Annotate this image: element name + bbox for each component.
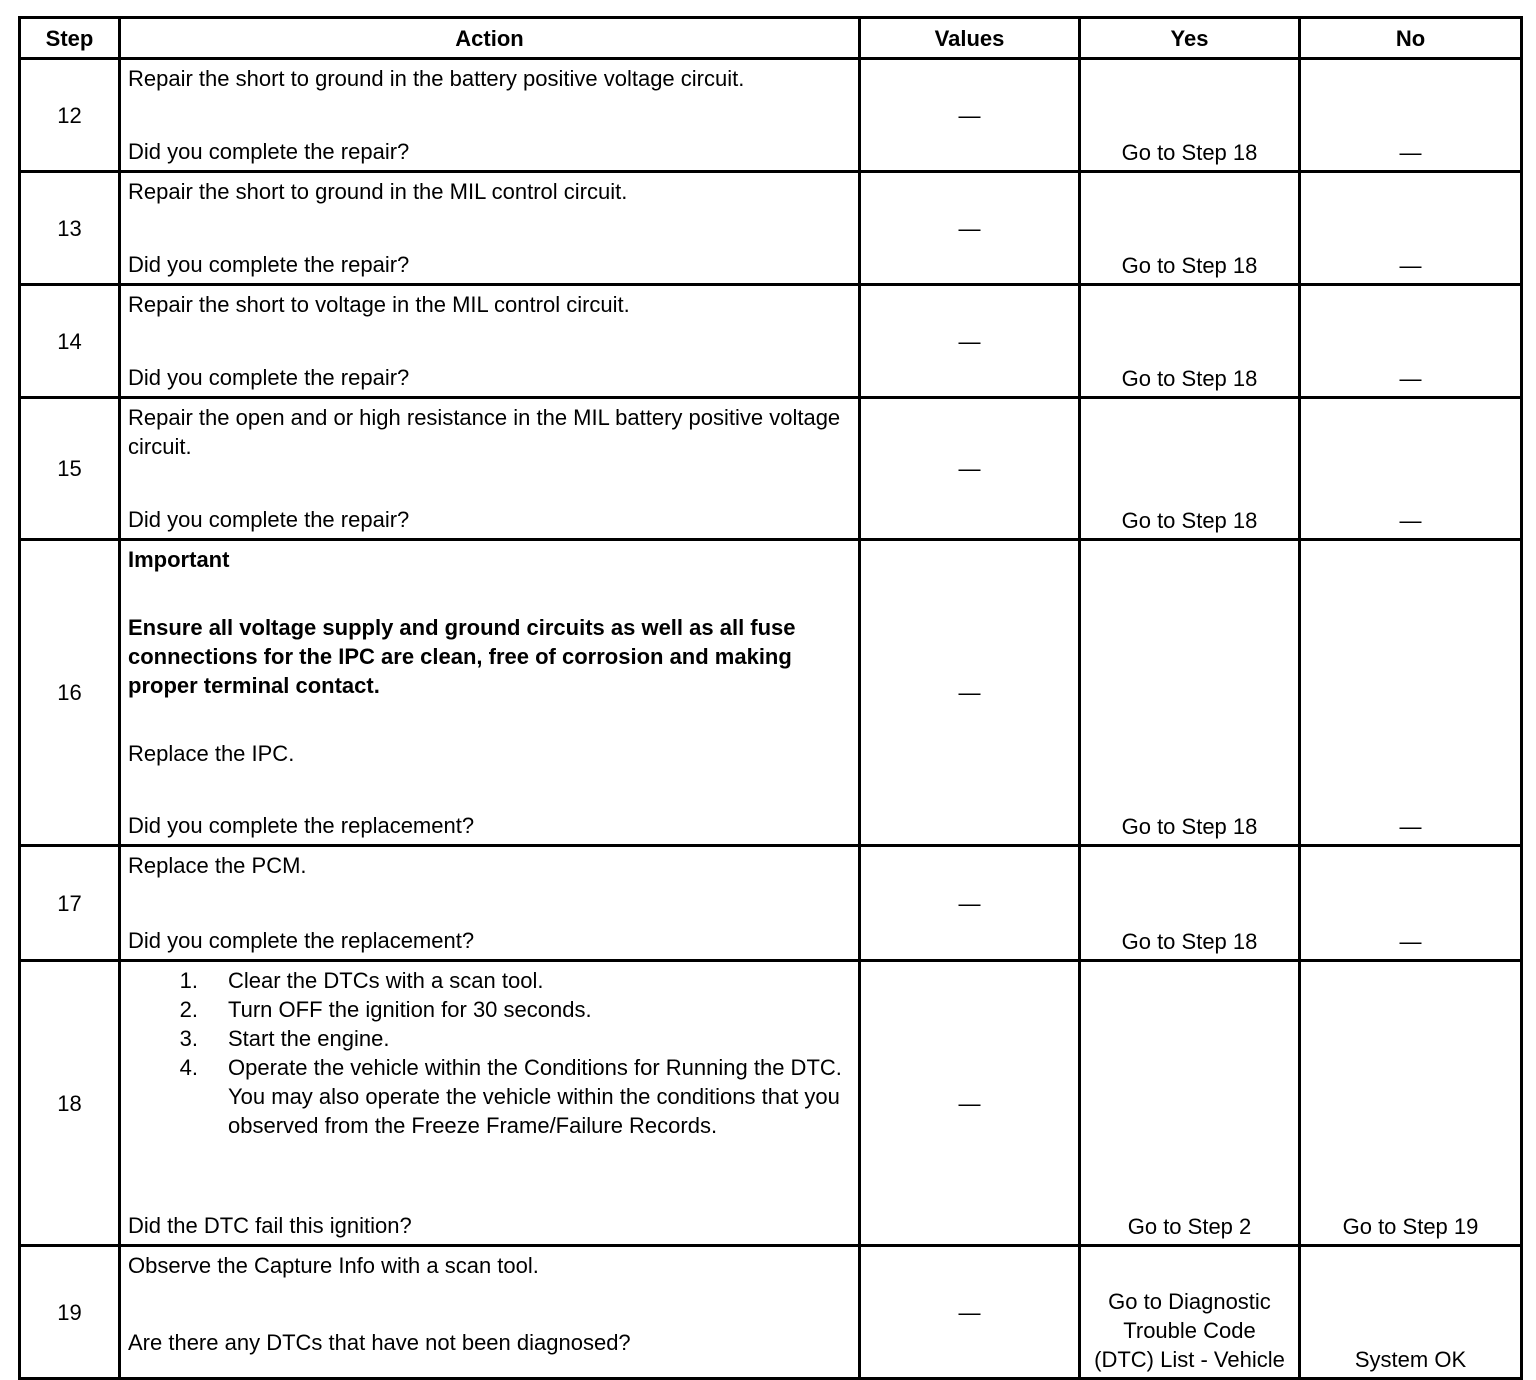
table-row-step-13 [20,172,1522,285]
yes-cell: Go to Diagnostic Trouble Code (DTC) List - Vehicle [1080,1246,1300,1379]
yes-cell: Go to Step 18 [1080,398,1300,540]
table-row-step-15 [20,398,1522,540]
no-cell: — [1300,398,1522,540]
table-row-step-18 [20,961,1522,1246]
values-cell: — [860,961,1080,1246]
table-row-step-12 [20,59,1522,172]
action-cell [120,1246,860,1379]
important-text: Ensure all voltage supply and ground circuits as well as all fuse connections for the IPC are clean, free of corrosion and making proper terminal contact. [128,615,796,698]
no-cell: — [1300,172,1522,285]
action-text: Observe the Capture Info with a scan tool. [128,1253,539,1278]
values-cell: — [860,285,1080,398]
action-cell [120,540,860,846]
action-question: Did you complete the replacement? [128,928,475,953]
no-cell: System OK [1300,1246,1522,1379]
action-question: Did you complete the repair? [128,252,410,277]
action-text: Repair the open and or high resistance in the MIL battery positive voltage circuit. [128,405,841,459]
list-item: 3. Start the engine. [179,1026,390,1051]
action-question: Are there any DTCs that have not been diagnosed? [128,1330,631,1355]
action-question: Did you complete the replacement? [128,813,475,838]
list-item: 2. Turn OFF the ignition for 30 seconds. [179,997,592,1022]
action-question: Did you complete the repair? [128,139,410,164]
header-step: Step [20,18,120,59]
yes-cell: Go to Step 2 [1080,961,1300,1246]
action-question: Did the DTC fail this ignition? [128,1213,412,1238]
header-row [20,18,1522,59]
values-cell: — [860,59,1080,172]
action-cell [120,398,860,540]
values-cell: — [860,398,1080,540]
no-cell: — [1300,285,1522,398]
action-text: Replace the PCM. [128,853,307,878]
values-cell: — [860,172,1080,285]
action-step-list [128,966,852,1140]
action-question: Did you complete the repair? [128,365,410,390]
yes-cell: Go to Step 18 [1080,172,1300,285]
action-text: Repair the short to ground in the battery positive voltage circuit. [128,66,745,91]
yes-cell: Go to Step 18 [1080,846,1300,961]
action-text: Repair the short to ground in the MIL control circuit. [128,179,628,204]
action-text: Replace the IPC. [128,741,295,766]
values-cell: — [860,846,1080,961]
yes-cell: Go to Step 18 [1080,540,1300,846]
no-cell: Go to Step 19 [1300,961,1522,1246]
step-number: 16 [20,540,120,846]
table-row-step-19 [20,1246,1522,1379]
list-item: 1. Clear the DTCs with a scan tool. [179,968,544,993]
action-cell [120,172,860,285]
values-cell: — [860,540,1080,846]
yes-cell: Go to Step 18 [1080,285,1300,398]
important-title: Important [128,547,230,572]
no-cell: — [1300,540,1522,846]
header-values: Values [860,18,1080,59]
step-number: 15 [20,398,120,540]
header-no: No [1300,18,1522,59]
action-question: Did you complete the repair? [128,507,410,532]
action-cell [120,961,860,1246]
yes-cell: Go to Step 18 [1080,59,1300,172]
step-number: 12 [20,59,120,172]
action-cell [120,59,860,172]
values-cell: — [860,1246,1080,1379]
step-number: 17 [20,846,120,961]
list-item: 4. Operate the vehicle within the Conditions for Running the DTC. You may also operate the vehicle within the conditions that you observed from the Freeze Frame/Failure Records. [179,1055,842,1138]
table-row-step-16 [20,540,1522,846]
header-action: Action [120,18,860,59]
diagnostic-table [18,16,1523,1380]
action-cell [120,846,860,961]
no-cell: — [1300,59,1522,172]
no-cell: — [1300,846,1522,961]
table-row-step-14 [20,285,1522,398]
header-yes: Yes [1080,18,1300,59]
step-number: 19 [20,1246,120,1379]
action-cell [120,285,860,398]
table-row-step-17 [20,846,1522,961]
step-number: 14 [20,285,120,398]
step-number: 18 [20,961,120,1246]
step-number: 13 [20,172,120,285]
action-text: Repair the short to voltage in the MIL control circuit. [128,292,630,317]
